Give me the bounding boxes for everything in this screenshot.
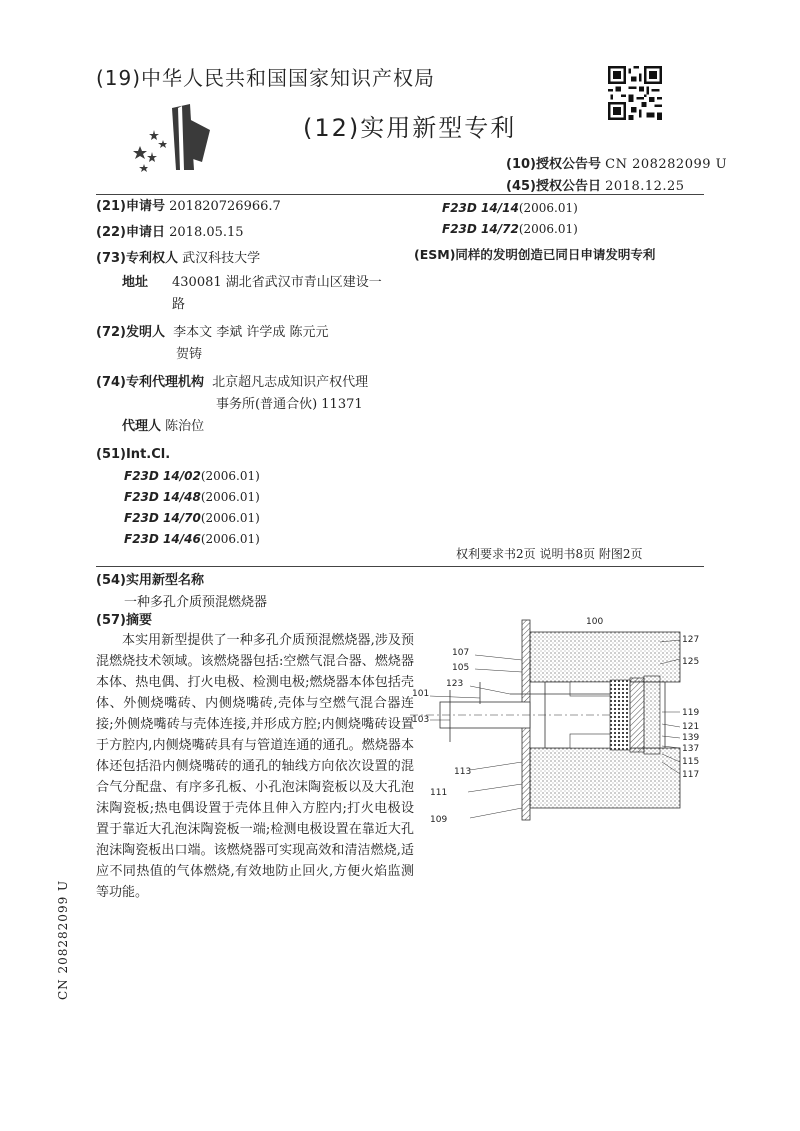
intcl-label <box>96 444 170 466</box>
esm-note: (ESM)同样的发明创造已同日申请发明专利 <box>414 247 656 262</box>
inventor-line-2: 贺铸 <box>176 347 203 362</box>
publication-number-value: CN 208282099 U <box>605 157 728 172</box>
figure-label-113: 113 <box>454 767 472 777</box>
ipc-code: F23D 14/14 <box>442 201 519 215</box>
ipc-entry <box>124 529 260 550</box>
agency-line-2: 事务所(普通合伙) 11371 <box>216 397 363 412</box>
ipc-entry <box>124 508 260 529</box>
agency <box>96 372 368 394</box>
utility-model-title: 一种多孔介质预混燃烧器 <box>124 595 268 610</box>
publication-date-row <box>506 175 685 194</box>
figure-label-101: 101 <box>412 689 430 699</box>
ipc-code: F23D 14/46 <box>124 532 201 546</box>
ipc-version: (2006.01) <box>200 511 260 525</box>
ipc-entry <box>124 487 260 508</box>
ipc-code: F23D 14/02 <box>124 469 201 483</box>
ipc-code: F23D 14/70 <box>124 511 201 525</box>
ipc-version: (2006.01) <box>200 469 260 483</box>
application-date-value: 2018.05.15 <box>169 225 244 240</box>
figure-label-127: 127 <box>682 635 700 645</box>
ipc-list-right <box>442 198 578 240</box>
patentee-label: (73)专利权人 <box>96 251 178 266</box>
figure-label-125: 125 <box>682 657 700 667</box>
abstract-label-text: (57)摘要 <box>96 613 152 628</box>
publication-date-value: 2018.12.25 <box>605 179 685 194</box>
figure-label-109: 109 <box>430 815 448 825</box>
ipc-version: (2006.01) <box>518 222 578 236</box>
qr-code-icon <box>608 66 662 120</box>
utility-model-title-label <box>96 570 204 592</box>
ipc-entry <box>442 198 578 219</box>
publication-date-label: (45)授权公告日 <box>506 179 601 194</box>
address-line-2: 路 <box>172 297 186 312</box>
figure-label-119: 119 <box>682 708 700 718</box>
intcl-label-text: (51)Int.Cl. <box>96 447 171 462</box>
ipc-code: F23D 14/48 <box>124 490 201 504</box>
title-label-text: (54)实用新型名称 <box>96 573 204 588</box>
inventor-line-1: 李本文 李斌 许学成 陈元元 <box>173 325 329 340</box>
application-date-label: (22)申请日 <box>96 225 165 240</box>
pages-note: 权利要求书2页 说明书8页 附图2页 <box>456 547 643 561</box>
ipc-version: (2006.01) <box>200 490 260 504</box>
figure-label-139: 139 <box>682 733 700 743</box>
agency-line-1: 北京超凡志成知识产权代理 <box>212 375 369 390</box>
application-number-value: 201820726966.7 <box>169 199 281 214</box>
middle-divider <box>96 566 704 567</box>
cnipa-emblem-icon <box>132 100 222 175</box>
ipc-list-left <box>124 466 260 550</box>
address-label <box>122 272 148 294</box>
document-type-title: (12)实用新型专利 <box>303 114 517 142</box>
header-divider <box>96 194 704 195</box>
abstract-label <box>96 610 152 632</box>
publication-number-row <box>506 153 727 172</box>
figure-label-137: 137 <box>682 744 700 754</box>
ipc-version: (2006.01) <box>200 532 260 546</box>
ipc-entry <box>124 466 260 487</box>
burner-figure <box>410 612 710 830</box>
inventor <box>96 322 329 344</box>
application-date <box>96 222 244 244</box>
ipc-version: (2006.01) <box>518 201 578 215</box>
figure-label-111: 111 <box>430 788 448 798</box>
office-name: (19)中华人民共和国国家知识产权局 <box>96 66 436 90</box>
figure-label-100: 100 <box>586 617 604 627</box>
figure-label-115: 115 <box>682 757 700 767</box>
ipc-entry <box>442 219 578 240</box>
agent-label: 代理人 <box>122 419 162 434</box>
agency-label: (74)专利代理机构 <box>96 375 204 390</box>
address-line-1: 430081 湖北省武汉市青山区建设一 <box>172 275 382 290</box>
figure-label-121: 121 <box>682 722 700 732</box>
application-number <box>96 196 281 218</box>
figure-label-103: 103 <box>412 715 430 725</box>
publication-number-label: (10)授权公告号 <box>506 157 601 172</box>
figure-label-107: 107 <box>452 648 470 658</box>
address-label-text: 地址 <box>122 275 149 290</box>
ipc-code: F23D 14/72 <box>442 222 519 236</box>
application-number-label: (21)申请号 <box>96 199 165 214</box>
figure-label-123: 123 <box>446 679 464 689</box>
inventor-label: (72)发明人 <box>96 325 165 340</box>
patentee <box>96 248 260 270</box>
abstract-text: 本实用新型提供了一种多孔介质预混燃烧器,涉及预混燃烧技术领域。该燃烧器包括:空燃气混合器、燃烧器本体、热电偶、打火电极、检测电极;燃烧器本体包括壳体、外侧烧嘴砖、内侧烧嘴砖,壳体与空燃气混合器连接;外侧烧嘴砖与壳体连接,并形成方腔;内侧烧嘴砖设置于方腔内,内侧烧嘴砖具有与管道连通的通孔。燃烧器本体还包括沿内侧烧嘴砖的通孔的轴线方向依次设置的混合气分配盘、有序多孔板、小孔泡沫陶瓷板以及大孔泡沫陶瓷板;热电偶设置于壳体且伸入方腔内;打火电极设置于靠近大孔泡沫陶瓷板一端;检测电极设置在靠近大孔泡沫陶瓷板出口端。该燃烧器可实现高效和清洁燃烧,适应不同热值的气体燃烧,有效地防止回火,方便火焰监测等功能。 <box>96 633 414 900</box>
side-publication-code: CN 208282099 U <box>56 879 70 1000</box>
patentee-value: 武汉科技大学 <box>182 251 261 266</box>
figure-label-117: 117 <box>682 770 700 780</box>
agent-value: 陈治位 <box>165 419 205 434</box>
agent <box>122 416 204 438</box>
figure-label-105: 105 <box>452 663 470 673</box>
